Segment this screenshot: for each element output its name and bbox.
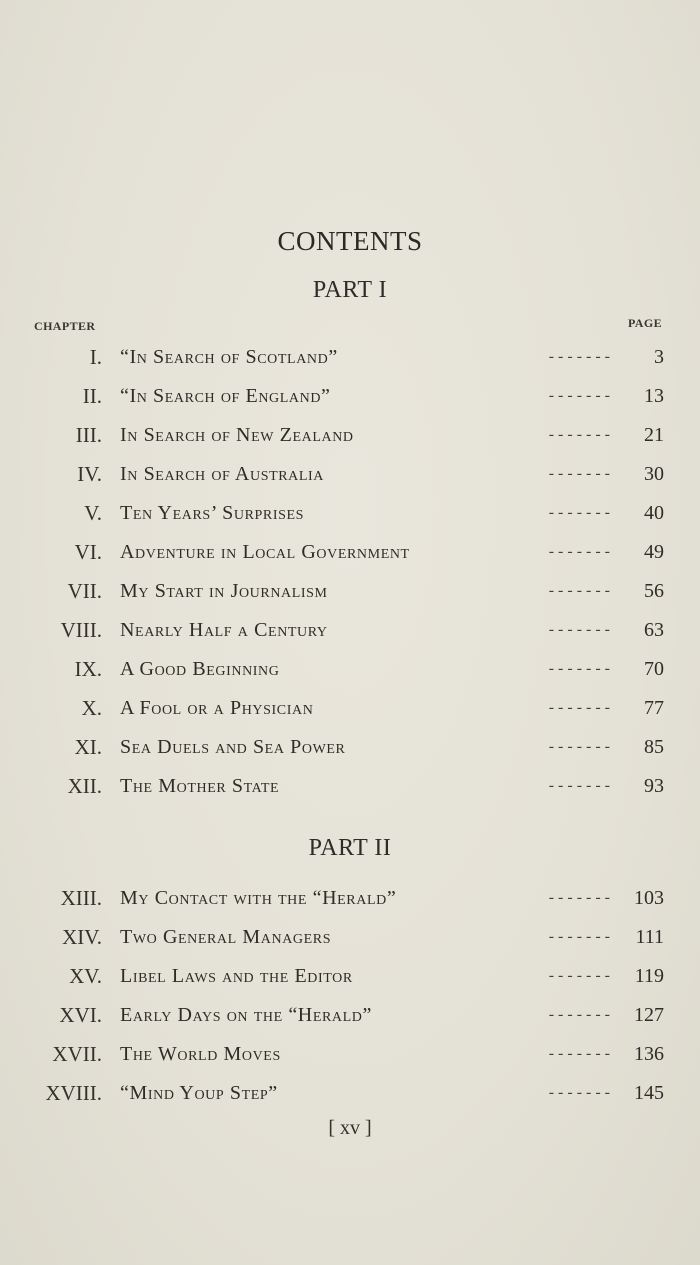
toc-entry [0,961,700,991]
chapter-title: Ten Years’ Surprises [120,502,305,524]
chapter-number: III. [75,423,102,447]
toc-entry [0,922,700,952]
chapter-title: In Search of New Zealand [120,424,354,446]
chapter-title: My Contact with the “Herald” [120,887,397,909]
page-number: 103 [634,887,664,909]
page-number: 30 [644,463,664,485]
dot-leader: - - - - - - - [548,387,610,404]
toc-entry [0,1039,700,1069]
page-number: 145 [634,1082,664,1104]
toc-entry [0,693,700,723]
dot-leader: - - - - - - - [548,621,610,638]
page-number: 3 [654,346,664,368]
page-number: 56 [644,580,664,602]
chapter-number: VIII. [60,618,102,642]
chapter-number: V. [84,501,102,525]
part-two-heading: PART II [308,835,392,861]
page-number: 40 [644,502,664,524]
dot-leader: - - - - - - - [548,543,610,560]
chapter-number: XVIII. [45,1081,102,1105]
page-number: 127 [634,1004,664,1026]
dot-leader: - - - - - - - [548,582,610,599]
chapter-number: II. [82,384,102,408]
chapter-title: The World Moves [120,1043,281,1065]
toc-entry [0,883,700,913]
dot-leader: - - - - - - - [548,928,610,945]
chapter-number: XII. [67,774,102,798]
chapter-title: Early Days on the “Herald” [120,1004,372,1026]
toc-entry [0,342,700,372]
toc-entry [0,459,700,489]
toc-entry [0,654,700,684]
chapter-title: The Mother State [120,775,280,797]
dot-leader: - - - - - - - [548,348,610,365]
chapter-number: XIV. [62,925,102,949]
toc-entry [0,498,700,528]
page-number: 136 [634,1043,664,1065]
chapter-title: Libel Laws and the Editor [120,965,353,987]
dot-leader: - - - - - - - [548,504,610,521]
chapter-number: XV. [69,964,102,988]
chapter-title: Two General Managers [120,926,332,948]
chapter-number: VI. [74,540,102,564]
toc-entry [0,732,700,762]
contents-title: CONTENTS [277,226,423,256]
chapter-number: I. [89,345,102,369]
dot-leader: - - - - - - - [548,465,610,482]
page-number: 63 [644,619,664,641]
chapter-title: Adventure in Local Government [120,541,410,563]
toc-entry [0,1000,700,1030]
toc-entry [0,381,700,411]
page-number: 93 [644,775,664,797]
page-number: 85 [644,736,664,758]
chapter-title: Nearly Half a Century [120,619,328,641]
dot-leader: - - - - - - - [548,699,610,716]
page-column-header: PAGE [627,316,662,330]
dot-leader: - - - - - - - [548,1045,610,1062]
toc-entry [0,771,700,801]
dot-leader: - - - - - - - [548,660,610,677]
chapter-title: A Good Beginning [120,658,280,680]
page-number: 49 [644,541,664,563]
dot-leader: - - - - - - - [548,1006,610,1023]
chapter-title: “Mind Youp Step” [120,1082,278,1104]
chapter-number: VII. [67,579,102,603]
chapter-title: In Search of Australia [120,463,324,485]
chapter-number: XVI. [59,1003,102,1027]
chapter-title: A Fool or a Physician [120,697,314,719]
chapter-title: “In Search of England” [120,385,331,407]
toc-entry [0,420,700,450]
chapter-number: X. [81,696,102,720]
dot-leader: - - - - - - - [548,738,610,755]
page-number: 77 [644,697,664,719]
chapter-title: Sea Duels and Sea Power [120,736,346,758]
dot-leader: - - - - - - - [548,777,610,794]
page-number: 70 [644,658,664,680]
chapter-number: XVII. [52,1042,102,1066]
dot-leader: - - - - - - - [548,1084,610,1101]
chapter-number: IV. [77,462,102,486]
dot-leader: - - - - - - - [548,889,610,906]
chapter-number: IX. [74,657,102,681]
dot-leader: - - - - - - - [548,967,610,984]
toc-entry [0,576,700,606]
page-folio: [ xv ] [328,1117,372,1139]
toc-entry [0,537,700,567]
chapter-title: “In Search of Scotland” [120,346,338,368]
chapter-number: XIII. [60,886,102,910]
page-number: 21 [644,424,664,446]
toc-entry [0,1078,700,1108]
chapter-title: My Start in Journalism [120,580,328,602]
chapter-number: XI. [74,735,102,759]
page-number: 111 [635,926,664,948]
chapter-column-header: CHAPTER [34,319,96,333]
page-number: 119 [634,965,664,987]
dot-leader: - - - - - - - [548,426,610,443]
page-number: 13 [644,385,664,407]
part-one-heading: PART I [312,277,388,303]
toc-entry [0,615,700,645]
